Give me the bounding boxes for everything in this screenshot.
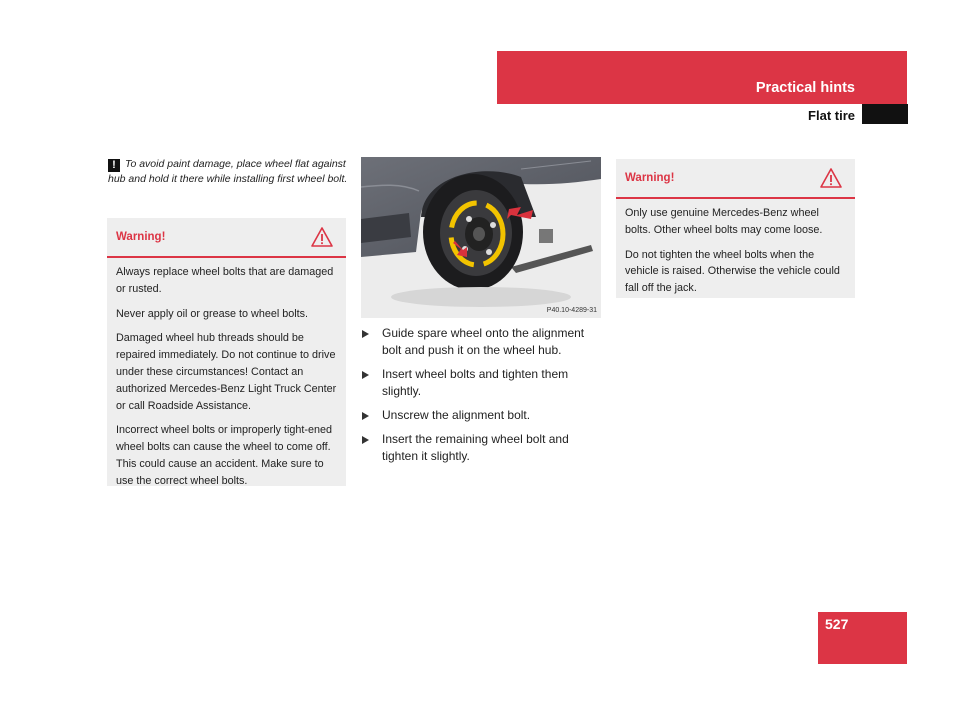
exclamation-icon: ! xyxy=(108,159,120,172)
warning-title: Warning! xyxy=(625,172,675,184)
warning-paragraph: Damaged wheel hub threads should be repaired immediately. Do not continue to drive under these circumstances! Contact an authorized Mercedes-Benz Light Truck Center or call Roadside Assistance. xyxy=(116,332,337,412)
triangle-bullet-icon xyxy=(362,330,369,338)
warning-paragraph: Do not tighten the wheel bolts when the vehicle is raised. Otherwise the vehicle could fall off the jack. xyxy=(625,248,840,295)
warning-paragraph: Incorrect wheel bolts or improperly tight-ened wheel bolts can cause the wheel to come off. This could cause an accident. Make sure to use the correct wheel bolts. xyxy=(116,424,333,487)
warning-body xyxy=(616,199,855,305)
triangle-bullet-icon xyxy=(362,371,369,379)
paint-damage-note xyxy=(108,157,348,187)
step-text: Insert the remaining wheel bolt and tighten it slightly. xyxy=(382,432,569,463)
list-item xyxy=(361,431,606,465)
warning-header xyxy=(107,218,346,258)
list-item xyxy=(361,366,606,400)
warning-triangle-icon xyxy=(310,226,334,248)
page-number: 527 xyxy=(825,616,849,632)
list-item xyxy=(361,407,606,424)
subsection-title: Flat tire xyxy=(808,108,855,123)
section-title: Practical hints xyxy=(755,80,855,96)
warning-body xyxy=(107,258,346,498)
step-text: Unscrew the alignment bolt. xyxy=(382,408,531,422)
instruction-steps xyxy=(361,325,606,472)
header-bar xyxy=(497,51,907,104)
warning-paragraph: Never apply oil or grease to wheel bolts. xyxy=(116,307,309,320)
wheel-illustration xyxy=(361,157,601,318)
step-text: Insert wheel bolts and tighten them slightly. xyxy=(382,367,569,398)
triangle-bullet-icon xyxy=(362,412,369,420)
note-text: To avoid paint damage, place wheel flat against hub and hold it there while installing first wheel bolt. xyxy=(108,158,348,185)
warning-box-left xyxy=(107,218,346,486)
warning-paragraph: Only use genuine Mercedes-Benz wheel bolts. Other wheel bolts may come loose. xyxy=(625,207,823,236)
page-number-box xyxy=(818,612,907,664)
warning-triangle-icon xyxy=(819,167,843,189)
warning-box-right xyxy=(616,159,855,298)
warning-paragraph: Always replace wheel bolts that are damaged or rusted. xyxy=(116,266,334,295)
step-text: Guide spare wheel onto the alignment bolt and push it on the wheel hub. xyxy=(382,326,585,357)
warning-title: Warning! xyxy=(116,231,166,243)
wheel-installation-figure xyxy=(361,157,601,318)
triangle-bullet-icon xyxy=(362,436,369,444)
figure-code: P40.10-4289-31 xyxy=(546,307,597,314)
subsection-tab-marker xyxy=(862,104,908,124)
warning-header xyxy=(616,159,855,199)
list-item xyxy=(361,325,606,359)
